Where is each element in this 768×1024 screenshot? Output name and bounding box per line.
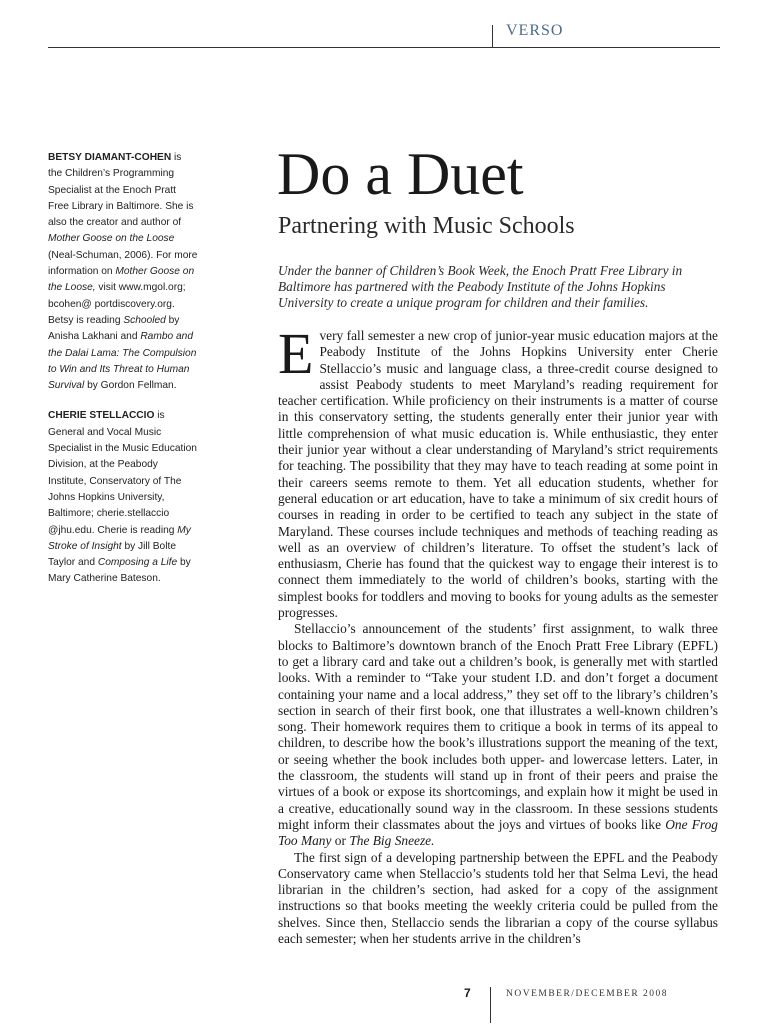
issue-date: NOVEMBER/DECEMBER 2008: [506, 989, 669, 999]
drop-cap: E: [278, 321, 314, 386]
author-bios: [48, 150, 198, 602]
article-deck: Under the banner of Children’s Book Week, the Enoch Pratt Free Library in Baltimore has partnered with the Peabody Institute of the Johns Hopkins University to create a unique program for children and their families.: [278, 263, 683, 311]
article-body: [278, 321, 718, 947]
page-number: 7: [464, 986, 471, 1000]
article-title: Do a Duet: [277, 141, 524, 207]
paragraph: Every fall semester a new crop of junior-year music education majors at the Peabody Institute of the Johns Hopkins University enter Cherie Stellaccio’s music and language class, a three-credit course designed to assist Peabody students to meet Maryland’s reading requirement for teacher certification. While proficiency on their instruments is a matter of course in this conservatory setting, the students generally enter their junior year with little comprehension of what music education is. While enthusiastic, they enter their junior year without a clear understanding of Maryland’s strict requirements for teaching. The possibility that they may have to teach reading at some point in their careers seems remote to them. Yet all education students, whether for general education or art education, have to take a minimum of six credit hours of courses in reading in order to be certified to teach any subject in the state of Maryland. These courses include techniques and methods of teaching reading as well as an overview of children’s literature. To offset the student’s lack of enthusiasm, Cherie has found that the quickest way to engage their interest is to connect them immediately to the world of children’s books, starting with the simplest books for toddlers and moving to books for young adults as the semester progresses.: [278, 321, 718, 621]
author-name: CHERIE STELLACCIO: [48, 410, 155, 422]
article-subtitle: Partnering with Music Schools: [278, 213, 575, 239]
footer-divider: [490, 987, 491, 1023]
paragraph: The first sign of a developing partnership between the EPFL and the Peabody Conservatory came when Stellaccio’s students told her that Selma Levi, the head librarian in the children’s section, had asked for a copy of the assignment instructions so that books meeting the weekly criteria could be pulled from the shelves. Since then, Stellaccio sends the librarian a copy of the course syllabus each semester; when her students arrive in the children’s: [278, 849, 718, 946]
paragraph: Stellaccio’s announcement of the students’ first assignment, to walk three blocks to Baltimore’s downtown branch of the Enoch Pratt Free Library (EPFL) to get a library card and take out a children’s book, is generally met with startled looks. With a reminder to “Take your student I.D. and don’t forget a document containing your name and a local address,” they set off to the library’s children’s section in search of their first book, one that illustrates a well-known children’s song. Their homework requires them to critique a book in terms of its appeal to children, to describe how the book’s illustrations support the meaning of the text, or seeing whether the book includes both upper- and lowercase letters. Later, in the classroom, the students will stand up in front of their peers and praise the virtues of a book or expose its shortcomings, and explain how it might be used in a creative, educationally sound way in the classroom. In these sessions students might inform their classmates about the joys and virtues of books like One Frog Too Many or The Big Sneeze.: [278, 621, 718, 849]
section-label: VERSO: [506, 22, 564, 39]
author-name: BETSY DIAMANT-COHEN: [48, 152, 172, 163]
author-bio-betsy: BETSY DIAMANT-COHEN is the Children’s Programming Specialist at the Enoch Pratt Free Library in Baltimore. She is also the creator and author of Mother Goose on the Loose (Neal-Schuman, 2006). For more information on Mother Goose on the Loose, visit www.mgol.org; bcohen@ portdiscovery.org. Betsy is reading Schooled by Anisha Lakhani and Rambo and the Dalai Lama: The Compulsion to Win and Its Threat to Human Survival by Gordon Fellman.: [48, 152, 198, 392]
author-bio-cherie: CHERIE STELLACCIO is General and Vocal Music Specialist in the Music Education Division, at the Peabody Institute, Conservatory of The Johns Hopkins University, Baltimore; cherie.stellaccio @jhu.edu. Cherie is reading My Stroke of Insight by Jill Bolte Taylor and Composing a Life by Mary Catherine Bateson.: [48, 410, 197, 585]
header-rule: [48, 47, 720, 48]
header-divider: [492, 25, 493, 48]
